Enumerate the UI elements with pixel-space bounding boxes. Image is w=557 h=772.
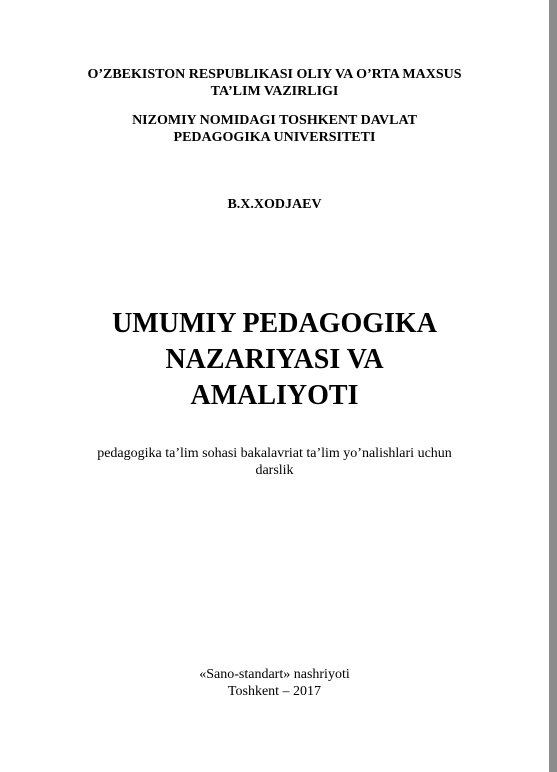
publisher-info: [0, 666, 549, 700]
book-title-line-1: UMUMIY PEDAGOGIKA: [112, 308, 437, 339]
page-edge-shadow: [549, 0, 557, 772]
university-header: [0, 112, 549, 146]
book-title: [0, 306, 549, 414]
book-subtitle: [0, 445, 549, 479]
subtitle-line-1: pedagogika ta’lim sohasi bakalavriat ta’lim yo’nalishlari uchun: [97, 446, 452, 461]
publisher-name: «Sano-standart» nashriyoti: [199, 667, 350, 682]
subtitle-line-2: darslik: [255, 463, 294, 478]
author-name: B.X.XODJAEV: [227, 197, 322, 212]
ministry-header: [0, 66, 549, 100]
book-title-line-3: AMALIYOTI: [190, 380, 359, 411]
university-line-1: NIZOMIY NOMIDAGI TOSHKENT DAVLAT: [132, 113, 417, 128]
university-line-2: PEDAGOGIKA UNIVERSITETI: [173, 130, 376, 145]
book-title-line-2: NAZARIYASI VA: [165, 344, 384, 375]
ministry-line-1: O’ZBEKISTON RESPUBLIKASI OLIY VA O’RTA MAXSUS: [87, 67, 462, 82]
ministry-line-2: TA’LIM VAZIRLIGI: [210, 84, 339, 99]
publisher-city-year: Toshkent – 2017: [227, 684, 322, 699]
